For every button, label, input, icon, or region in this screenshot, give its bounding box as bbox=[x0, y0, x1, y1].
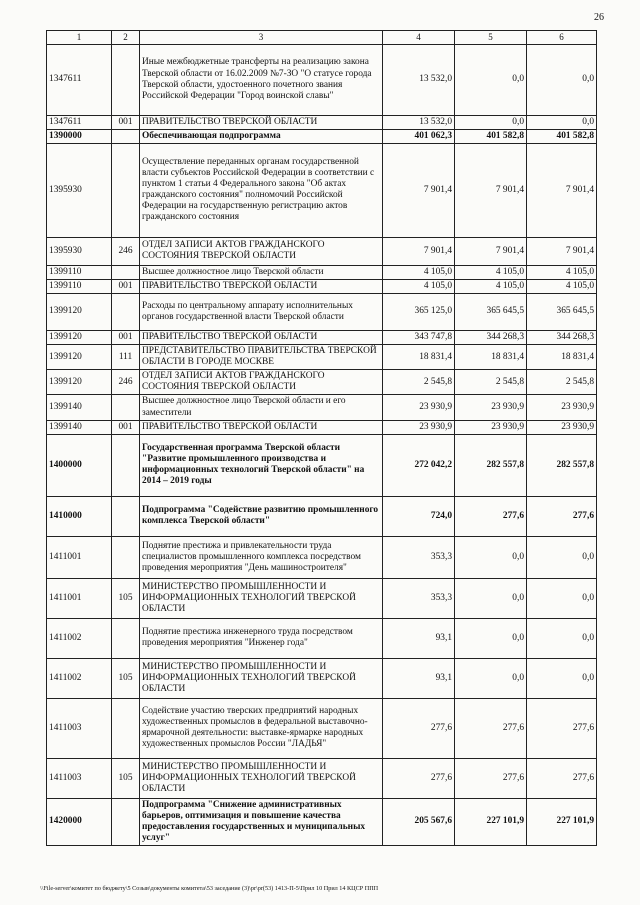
row-value-2014: 18 831,4 bbox=[383, 345, 455, 370]
row-value-2015: 227 101,9 bbox=[455, 798, 527, 845]
table-row bbox=[47, 44, 597, 115]
row-value-2015: 277,6 bbox=[455, 758, 527, 798]
row-name: ПРАВИТЕЛЬСТВО ТВЕРСКОЙ ОБЛАСТИ bbox=[140, 420, 383, 434]
row-value-2016: 277,6 bbox=[527, 758, 597, 798]
row-value-2015: 23 930,9 bbox=[455, 420, 527, 434]
row-name: ОТДЕЛ ЗАПИСИ АКТОВ ГРАЖДАНСКОГО СОСТОЯНИЯ ТВЕРСКОЙ ОБЛАСТИ bbox=[140, 370, 383, 395]
row-name: ПРЕДСТАВИТЕЛЬСТВО ПРАВИТЕЛЬСТВА ТВЕРСКОЙ ОБЛАСТИ В ГОРОДЕ МОСКВЕ bbox=[140, 345, 383, 370]
row-value-2016: 23 930,9 bbox=[527, 395, 597, 420]
row-value-2016: 344 268,3 bbox=[527, 330, 597, 344]
row-value-2015: 23 930,9 bbox=[455, 395, 527, 420]
row-value-2015: 0,0 bbox=[455, 44, 527, 115]
column-header: 2 bbox=[112, 31, 140, 45]
row-value-2015: 0,0 bbox=[455, 115, 527, 129]
table-row bbox=[47, 279, 597, 293]
row-code: 1399140 bbox=[47, 395, 112, 420]
row-value-2014: 13 532,0 bbox=[383, 44, 455, 115]
row-code: 1411001 bbox=[47, 536, 112, 578]
row-dept-code bbox=[112, 434, 140, 496]
row-dept-code bbox=[112, 129, 140, 143]
row-code: 1395930 bbox=[47, 143, 112, 237]
table-row bbox=[47, 618, 597, 658]
row-value-2015: 18 831,4 bbox=[455, 345, 527, 370]
row-value-2016: 0,0 bbox=[527, 115, 597, 129]
row-value-2014: 7 901,4 bbox=[383, 143, 455, 237]
row-value-2014: 277,6 bbox=[383, 758, 455, 798]
row-name: Поднятие престижа и привлекательности труда специалистов промышленного комплекса посредством проведения мероприятия "День машиностроителя" bbox=[140, 536, 383, 578]
row-value-2014: 272 042,2 bbox=[383, 434, 455, 496]
row-value-2014: 4 105,0 bbox=[383, 265, 455, 279]
row-dept-code: 105 bbox=[112, 758, 140, 798]
row-value-2014: 7 901,4 bbox=[383, 237, 455, 265]
table-row bbox=[47, 798, 597, 845]
row-value-2014: 205 567,6 bbox=[383, 798, 455, 845]
row-name: Поднятие престижа инженерного труда посредством проведения мероприятия "Инженер года" bbox=[140, 618, 383, 658]
row-value-2015: 0,0 bbox=[455, 618, 527, 658]
row-value-2016: 277,6 bbox=[527, 496, 597, 536]
row-value-2016: 365 645,5 bbox=[527, 293, 597, 330]
row-value-2014: 365 125,0 bbox=[383, 293, 455, 330]
row-value-2016: 0,0 bbox=[527, 618, 597, 658]
row-code: 1399120 bbox=[47, 370, 112, 395]
row-code: 1411002 bbox=[47, 658, 112, 698]
row-value-2014: 724,0 bbox=[383, 496, 455, 536]
row-name: Высшее должностное лицо Тверской области и его заместители bbox=[140, 395, 383, 420]
row-code: 1399110 bbox=[47, 265, 112, 279]
row-value-2015: 344 268,3 bbox=[455, 330, 527, 344]
row-value-2016: 282 557,8 bbox=[527, 434, 597, 496]
row-value-2016: 7 901,4 bbox=[527, 237, 597, 265]
table-row bbox=[47, 536, 597, 578]
table-row bbox=[47, 370, 597, 395]
column-header: 6 bbox=[527, 31, 597, 45]
row-value-2015: 277,6 bbox=[455, 698, 527, 758]
row-value-2015: 2 545,8 bbox=[455, 370, 527, 395]
row-name: Содействие участию тверских предприятий народных художественных промыслов в федеральной выставочно-ярмарочной деятельности: выставке-ярмарке народных художественных промыслов России "ЛАДЬЯ" bbox=[140, 698, 383, 758]
row-value-2015: 7 901,4 bbox=[455, 237, 527, 265]
row-dept-code bbox=[112, 496, 140, 536]
row-name: Государственная программа Тверской области "Развитие промышленного производства и информационных технологий Тверской области" на 2014 – 2019 годы bbox=[140, 434, 383, 496]
row-value-2014: 401 062,3 bbox=[383, 129, 455, 143]
row-name: МИНИСТЕРСТВО ПРОМЫШЛЕННОСТИ И ИНФОРМАЦИОННЫХ ТЕХНОЛОГИЙ ТВЕРСКОЙ ОБЛАСТИ bbox=[140, 758, 383, 798]
row-value-2015: 4 105,0 bbox=[455, 265, 527, 279]
row-name: Иные межбюджетные трансферты на реализацию закона Тверской области от 16.02.2009 №7-ЗО "О статусе города Тверской области, удостоенного почетного звания Российской Федерации "Город воинской славы" bbox=[140, 44, 383, 115]
table-row bbox=[47, 293, 597, 330]
row-dept-code bbox=[112, 265, 140, 279]
budget-table bbox=[46, 30, 597, 846]
row-name: Осуществление переданных органам государственной власти субъектов Российской Федерации в соответствии с пунктом 1 статьи 4 Федерального закона "Об актах гражданского состояния" полномочий Российской Федерации на государственную регистрацию актов гражданского состояния bbox=[140, 143, 383, 237]
row-name: Расходы по центральному аппарату исполнительных органов государственной власти Тверской области bbox=[140, 293, 383, 330]
table-row bbox=[47, 143, 597, 237]
row-name: Подпрограмма "Снижение административных барьеров, оптимизация и повышение качества предоставления государственных и муниципальных услуг" bbox=[140, 798, 383, 845]
table-row bbox=[47, 395, 597, 420]
table-row bbox=[47, 265, 597, 279]
row-value-2016: 277,6 bbox=[527, 698, 597, 758]
row-name: ПРАВИТЕЛЬСТВО ТВЕРСКОЙ ОБЛАСТИ bbox=[140, 115, 383, 129]
table-row bbox=[47, 434, 597, 496]
row-name: ПРАВИТЕЛЬСТВО ТВЕРСКОЙ ОБЛАСТИ bbox=[140, 279, 383, 293]
row-value-2015: 282 557,8 bbox=[455, 434, 527, 496]
row-name: МИНИСТЕРСТВО ПРОМЫШЛЕННОСТИ И ИНФОРМАЦИОННЫХ ТЕХНОЛОГИЙ ТВЕРСКОЙ ОБЛАСТИ bbox=[140, 658, 383, 698]
row-value-2016: 227 101,9 bbox=[527, 798, 597, 845]
row-name: ОТДЕЛ ЗАПИСИ АКТОВ ГРАЖДАНСКОГО СОСТОЯНИЯ ТВЕРСКОЙ ОБЛАСТИ bbox=[140, 237, 383, 265]
table-row bbox=[47, 758, 597, 798]
row-dept-code bbox=[112, 293, 140, 330]
row-code: 1347611 bbox=[47, 115, 112, 129]
row-value-2015: 7 901,4 bbox=[455, 143, 527, 237]
table-header-row bbox=[47, 31, 597, 45]
row-dept-code bbox=[112, 798, 140, 845]
table-row bbox=[47, 115, 597, 129]
row-value-2015: 277,6 bbox=[455, 496, 527, 536]
row-dept-code: 001 bbox=[112, 330, 140, 344]
row-value-2016: 4 105,0 bbox=[527, 279, 597, 293]
row-dept-code: 001 bbox=[112, 279, 140, 293]
row-name: Подпрограмма "Содействие развитию промышленного комплекса Тверской области" bbox=[140, 496, 383, 536]
row-dept-code: 105 bbox=[112, 578, 140, 618]
row-code: 1411003 bbox=[47, 698, 112, 758]
row-dept-code: 001 bbox=[112, 115, 140, 129]
row-value-2016: 4 105,0 bbox=[527, 265, 597, 279]
row-value-2014: 93,1 bbox=[383, 658, 455, 698]
column-header: 1 bbox=[47, 31, 112, 45]
row-name: МИНИСТЕРСТВО ПРОМЫШЛЕННОСТИ И ИНФОРМАЦИОННЫХ ТЕХНОЛОГИЙ ТВЕРСКОЙ ОБЛАСТИ bbox=[140, 578, 383, 618]
row-value-2015: 365 645,5 bbox=[455, 293, 527, 330]
row-name: Высшее должностное лицо Тверской области bbox=[140, 265, 383, 279]
column-header: 5 bbox=[455, 31, 527, 45]
row-code: 1411001 bbox=[47, 578, 112, 618]
row-value-2015: 4 105,0 bbox=[455, 279, 527, 293]
table-row bbox=[47, 237, 597, 265]
table-row bbox=[47, 658, 597, 698]
row-value-2016: 23 930,9 bbox=[527, 420, 597, 434]
row-value-2016: 0,0 bbox=[527, 44, 597, 115]
row-value-2014: 353,3 bbox=[383, 578, 455, 618]
table-row bbox=[47, 129, 597, 143]
table-row bbox=[47, 345, 597, 370]
column-header: 3 bbox=[140, 31, 383, 45]
row-dept-code bbox=[112, 698, 140, 758]
row-dept-code: 001 bbox=[112, 420, 140, 434]
row-value-2014: 93,1 bbox=[383, 618, 455, 658]
row-dept-code bbox=[112, 618, 140, 658]
row-code: 1420000 bbox=[47, 798, 112, 845]
row-value-2014: 13 532,0 bbox=[383, 115, 455, 129]
row-dept-code: 111 bbox=[112, 345, 140, 370]
row-dept-code bbox=[112, 536, 140, 578]
row-name: Обеспечивающая подпрограмма bbox=[140, 129, 383, 143]
row-value-2016: 0,0 bbox=[527, 658, 597, 698]
row-code: 1399120 bbox=[47, 345, 112, 370]
row-value-2016: 0,0 bbox=[527, 536, 597, 578]
row-code: 1399120 bbox=[47, 293, 112, 330]
table-row bbox=[47, 698, 597, 758]
row-dept-code bbox=[112, 44, 140, 115]
row-value-2016: 7 901,4 bbox=[527, 143, 597, 237]
row-dept-code: 105 bbox=[112, 658, 140, 698]
row-code: 1410000 bbox=[47, 496, 112, 536]
row-code: 1411003 bbox=[47, 758, 112, 798]
row-code: 1390000 bbox=[47, 129, 112, 143]
row-value-2014: 23 930,9 bbox=[383, 395, 455, 420]
row-value-2015: 0,0 bbox=[455, 536, 527, 578]
table-row bbox=[47, 496, 597, 536]
row-name: ПРАВИТЕЛЬСТВО ТВЕРСКОЙ ОБЛАСТИ bbox=[140, 330, 383, 344]
row-dept-code: 246 bbox=[112, 237, 140, 265]
row-value-2015: 0,0 bbox=[455, 658, 527, 698]
row-dept-code bbox=[112, 395, 140, 420]
row-value-2014: 23 930,9 bbox=[383, 420, 455, 434]
page-number: 26 bbox=[594, 12, 604, 23]
row-value-2014: 4 105,0 bbox=[383, 279, 455, 293]
row-value-2014: 343 747,8 bbox=[383, 330, 455, 344]
row-code: 1400000 bbox=[47, 434, 112, 496]
row-value-2015: 401 582,8 bbox=[455, 129, 527, 143]
row-value-2016: 18 831,4 bbox=[527, 345, 597, 370]
row-value-2014: 353,3 bbox=[383, 536, 455, 578]
row-value-2016: 0,0 bbox=[527, 578, 597, 618]
row-value-2016: 401 582,8 bbox=[527, 129, 597, 143]
row-code: 1411002 bbox=[47, 618, 112, 658]
file-path-footer: \\File-server\комитет по бюджету\5 Созыв\документы комитета\53 заседание (3)\pr\pr(53) 1413-П-5\Прил 10 Прил 14 КЦСР ППП bbox=[40, 885, 379, 892]
row-value-2014: 2 545,8 bbox=[383, 370, 455, 395]
table-row bbox=[47, 420, 597, 434]
row-value-2015: 0,0 bbox=[455, 578, 527, 618]
row-value-2014: 277,6 bbox=[383, 698, 455, 758]
table-row bbox=[47, 330, 597, 344]
row-value-2016: 2 545,8 bbox=[527, 370, 597, 395]
row-code: 1395930 bbox=[47, 237, 112, 265]
row-code: 1399140 bbox=[47, 420, 112, 434]
row-code: 1399110 bbox=[47, 279, 112, 293]
row-dept-code bbox=[112, 143, 140, 237]
row-dept-code: 246 bbox=[112, 370, 140, 395]
column-header: 4 bbox=[383, 31, 455, 45]
row-code: 1399120 bbox=[47, 330, 112, 344]
table-row bbox=[47, 578, 597, 618]
row-code: 1347611 bbox=[47, 44, 112, 115]
